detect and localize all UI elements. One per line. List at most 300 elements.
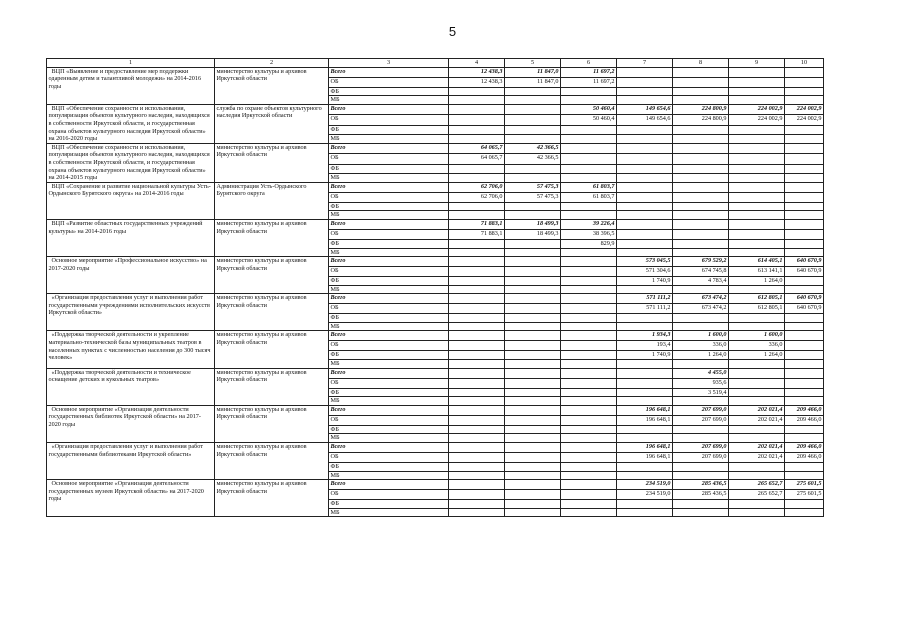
- column-number: 9: [729, 59, 785, 68]
- amount-cell: [785, 87, 824, 96]
- funding-source: ОБ: [329, 229, 449, 239]
- amount-cell: [561, 173, 617, 182]
- amount-cell: 265 652,7: [729, 490, 785, 500]
- amount-cell: 18 499,3: [505, 219, 561, 229]
- amount-cell: [617, 67, 673, 77]
- amount-cell: 571 111,2: [617, 304, 673, 314]
- amount-cell: 12 438,3: [449, 77, 505, 87]
- amount-cell: [505, 508, 561, 517]
- funding-source: ФБ: [329, 388, 449, 397]
- column-number: 7: [617, 59, 673, 68]
- funding-source: ОБ: [329, 192, 449, 202]
- amount-cell: [505, 164, 561, 173]
- amount-cell: [785, 182, 824, 192]
- amount-cell: [729, 508, 785, 517]
- amount-cell: [505, 490, 561, 500]
- funding-source: МБ: [329, 134, 449, 143]
- amount-cell: [673, 77, 729, 87]
- amount-cell: [449, 471, 505, 480]
- funding-source: Всего: [329, 294, 449, 304]
- amount-cell: [673, 229, 729, 239]
- funding-source: ОБ: [329, 341, 449, 351]
- amount-cell: 57 475,3: [505, 182, 561, 192]
- amount-cell: [673, 463, 729, 472]
- amount-cell: [617, 143, 673, 153]
- amount-cell: 11 847,0: [505, 77, 561, 87]
- funding-source: Всего: [329, 67, 449, 77]
- program-name: Основное мероприятие «Профессиональное искусство» на 2017-2020 годы: [47, 257, 215, 294]
- table-row: [47, 443, 824, 453]
- funding-source: ОБ: [329, 115, 449, 125]
- amount-cell: [729, 211, 785, 220]
- amount-cell: 202 021,4: [729, 453, 785, 463]
- amount-cell: 613 141,1: [729, 267, 785, 277]
- amount-cell: [617, 96, 673, 105]
- amount-cell: [561, 341, 617, 351]
- amount-cell: 612 805,1: [729, 294, 785, 304]
- amount-cell: 573 045,5: [617, 257, 673, 267]
- amount-cell: [729, 434, 785, 443]
- amount-cell: [785, 219, 824, 229]
- amount-cell: [449, 360, 505, 369]
- amount-cell: [449, 164, 505, 173]
- amount-cell: [505, 463, 561, 472]
- amount-cell: [505, 294, 561, 304]
- executor: служба по охране объектов культурного наследия Иркутской области: [215, 104, 329, 143]
- amount-cell: [505, 368, 561, 378]
- amount-cell: [729, 314, 785, 323]
- amount-cell: [785, 322, 824, 331]
- funding-source: МБ: [329, 434, 449, 443]
- amount-cell: [505, 96, 561, 105]
- amount-cell: [561, 164, 617, 173]
- table-row: [47, 405, 824, 415]
- amount-cell: [449, 134, 505, 143]
- amount-cell: 336,0: [673, 341, 729, 351]
- amount-cell: 612 805,1: [729, 304, 785, 314]
- amount-cell: 224 002,9: [729, 115, 785, 125]
- amount-cell: [673, 125, 729, 134]
- column-number: 10: [785, 59, 824, 68]
- amount-cell: [617, 471, 673, 480]
- amount-cell: 62 706,0: [449, 192, 505, 202]
- amount-cell: [505, 331, 561, 341]
- amount-cell: [785, 388, 824, 397]
- amount-cell: [785, 331, 824, 341]
- amount-cell: 336,0: [729, 341, 785, 351]
- amount-cell: [617, 219, 673, 229]
- program-name: Основное мероприятие «Организация деятельности государственных библиотек Иркутской области» на 2017-2020 годы: [47, 405, 215, 442]
- amount-cell: [673, 143, 729, 153]
- amount-cell: 42 366,5: [505, 143, 561, 153]
- amount-cell: [617, 425, 673, 434]
- amount-cell: [449, 388, 505, 397]
- page-number: 5: [448, 24, 457, 39]
- amount-cell: 829,9: [561, 239, 617, 248]
- table-row: [47, 219, 824, 229]
- amount-cell: [785, 434, 824, 443]
- amount-cell: [617, 202, 673, 211]
- amount-cell: [785, 277, 824, 286]
- amount-cell: [729, 77, 785, 87]
- program-name: ВЦП «Сохранение и развитие национальной культуры Усть-Ордынского Бурятского округа» на 2014-2016 годы: [47, 182, 215, 219]
- amount-cell: 193,4: [617, 341, 673, 351]
- amount-cell: 1 740,9: [617, 351, 673, 360]
- amount-cell: [617, 368, 673, 378]
- amount-cell: [673, 314, 729, 323]
- amount-cell: [505, 397, 561, 406]
- executor: министерство культуры и архивов Иркутской области: [215, 143, 329, 182]
- amount-cell: 224 800,9: [673, 104, 729, 114]
- amount-cell: [785, 239, 824, 248]
- amount-cell: [673, 285, 729, 294]
- amount-cell: 209 466,0: [785, 443, 824, 453]
- amount-cell: [449, 341, 505, 351]
- amount-cell: [561, 368, 617, 378]
- amount-cell: [561, 202, 617, 211]
- amount-cell: [561, 351, 617, 360]
- amount-cell: [617, 378, 673, 388]
- amount-cell: [449, 405, 505, 415]
- amount-cell: 42 366,5: [505, 154, 561, 164]
- amount-cell: [561, 500, 617, 509]
- funding-source: ФБ: [329, 125, 449, 134]
- funding-source: ОБ: [329, 267, 449, 277]
- funding-source: ФБ: [329, 164, 449, 173]
- amount-cell: [617, 192, 673, 202]
- amount-cell: [673, 173, 729, 182]
- funding-source: Всего: [329, 368, 449, 378]
- column-number: 1: [47, 59, 215, 68]
- amount-cell: 234 519,0: [617, 490, 673, 500]
- amount-cell: [729, 125, 785, 134]
- amount-cell: 61 803,7: [561, 182, 617, 192]
- amount-cell: [561, 134, 617, 143]
- amount-cell: [617, 134, 673, 143]
- amount-cell: [729, 164, 785, 173]
- amount-cell: [729, 202, 785, 211]
- amount-cell: [449, 378, 505, 388]
- amount-cell: [729, 463, 785, 472]
- column-number: 6: [561, 59, 617, 68]
- amount-cell: [729, 239, 785, 248]
- amount-cell: [729, 248, 785, 257]
- amount-cell: [785, 341, 824, 351]
- amount-cell: [673, 360, 729, 369]
- amount-cell: [449, 453, 505, 463]
- amount-cell: [729, 134, 785, 143]
- amount-cell: [673, 164, 729, 173]
- funding-source: ФБ: [329, 314, 449, 323]
- amount-cell: [785, 134, 824, 143]
- amount-cell: [561, 453, 617, 463]
- amount-cell: [673, 248, 729, 257]
- funding-source: МБ: [329, 322, 449, 331]
- amount-cell: [729, 87, 785, 96]
- amount-cell: 149 654,6: [617, 115, 673, 125]
- amount-cell: [449, 267, 505, 277]
- amount-cell: 4 455,0: [673, 368, 729, 378]
- amount-cell: [673, 154, 729, 164]
- amount-cell: [785, 425, 824, 434]
- executor: министерство культуры и архивов Иркутской области: [215, 257, 329, 294]
- amount-cell: 207 699,0: [673, 443, 729, 453]
- funding-source: Всего: [329, 480, 449, 490]
- amount-cell: 224 800,9: [673, 115, 729, 125]
- amount-cell: [617, 508, 673, 517]
- amount-cell: [505, 248, 561, 257]
- amount-cell: [561, 257, 617, 267]
- funding-source: МБ: [329, 96, 449, 105]
- amount-cell: [505, 480, 561, 490]
- amount-cell: [729, 388, 785, 397]
- amount-cell: [673, 508, 729, 517]
- amount-cell: [729, 182, 785, 192]
- funding-source: ФБ: [329, 500, 449, 509]
- amount-cell: [785, 360, 824, 369]
- amount-cell: 640 670,9: [785, 294, 824, 304]
- amount-cell: 1 600,0: [729, 331, 785, 341]
- amount-cell: [449, 397, 505, 406]
- funding-source: МБ: [329, 248, 449, 257]
- amount-cell: [729, 173, 785, 182]
- amount-cell: [785, 314, 824, 323]
- amount-cell: [617, 182, 673, 192]
- amount-cell: [561, 360, 617, 369]
- funding-source: Всего: [329, 331, 449, 341]
- funding-source: ОБ: [329, 415, 449, 425]
- amount-cell: [617, 173, 673, 182]
- amount-cell: [785, 463, 824, 472]
- amount-cell: 207 699,0: [673, 453, 729, 463]
- funding-source: ОБ: [329, 453, 449, 463]
- amount-cell: [617, 314, 673, 323]
- amount-cell: 202 021,4: [729, 415, 785, 425]
- amount-cell: [729, 229, 785, 239]
- amount-cell: 673 474,2: [673, 294, 729, 304]
- amount-cell: [449, 239, 505, 248]
- funding-source: ФБ: [329, 463, 449, 472]
- amount-cell: 209 466,0: [785, 405, 824, 415]
- amount-cell: [561, 490, 617, 500]
- funding-source: Всего: [329, 405, 449, 415]
- amount-cell: [617, 285, 673, 294]
- amount-cell: 1 600,0: [673, 331, 729, 341]
- amount-cell: [449, 173, 505, 182]
- amount-cell: [785, 351, 824, 360]
- amount-cell: 224 002,9: [785, 115, 824, 125]
- amount-cell: 571 304,6: [617, 267, 673, 277]
- amount-cell: [561, 277, 617, 286]
- amount-cell: [785, 378, 824, 388]
- funding-source: МБ: [329, 471, 449, 480]
- amount-cell: [673, 239, 729, 248]
- funding-source: Всего: [329, 443, 449, 453]
- amount-cell: [449, 314, 505, 323]
- funding-source: Всего: [329, 143, 449, 153]
- funding-source: ОБ: [329, 490, 449, 500]
- amount-cell: [561, 331, 617, 341]
- amount-cell: [449, 443, 505, 453]
- amount-cell: [617, 77, 673, 87]
- amount-cell: [785, 173, 824, 182]
- amount-cell: [561, 397, 617, 406]
- amount-cell: [561, 415, 617, 425]
- program-name: «Поддержка творческой деятельности и укрепление материально-технической базы муниципальных театров в населенных пунктах с численностью населения до 300 тысяч человек»: [47, 331, 215, 368]
- amount-cell: 3 519,4: [673, 388, 729, 397]
- amount-cell: [561, 154, 617, 164]
- funding-source: Всего: [329, 257, 449, 267]
- amount-cell: [449, 304, 505, 314]
- funding-source: МБ: [329, 285, 449, 294]
- amount-cell: [561, 322, 617, 331]
- amount-cell: [617, 248, 673, 257]
- amount-cell: 196 648,1: [617, 443, 673, 453]
- amount-cell: [505, 405, 561, 415]
- amount-cell: 275 601,5: [785, 480, 824, 490]
- amount-cell: [617, 397, 673, 406]
- amount-cell: 196 648,1: [617, 415, 673, 425]
- executor: министерство культуры и архивов Иркутской области: [215, 294, 329, 331]
- amount-cell: [561, 143, 617, 153]
- table-row: [47, 143, 824, 153]
- amount-cell: 935,6: [673, 378, 729, 388]
- amount-cell: [785, 96, 824, 105]
- amount-cell: [449, 285, 505, 294]
- amount-cell: [449, 508, 505, 517]
- amount-cell: [505, 277, 561, 286]
- amount-cell: 207 699,0: [673, 415, 729, 425]
- table-row: [47, 67, 824, 77]
- amount-cell: 265 652,7: [729, 480, 785, 490]
- amount-cell: [617, 360, 673, 369]
- amount-cell: [505, 314, 561, 323]
- amount-cell: [617, 434, 673, 443]
- amount-cell: [505, 388, 561, 397]
- amount-cell: [729, 471, 785, 480]
- amount-cell: [561, 405, 617, 415]
- amount-cell: [449, 202, 505, 211]
- amount-cell: [617, 164, 673, 173]
- column-number: 2: [215, 59, 329, 68]
- executor: министерство культуры и архивов Иркутской области: [215, 480, 329, 517]
- amount-cell: [505, 257, 561, 267]
- funding-source: ФБ: [329, 202, 449, 211]
- amount-cell: 1 740,9: [617, 277, 673, 286]
- amount-cell: [505, 341, 561, 351]
- amount-cell: [729, 143, 785, 153]
- amount-cell: [729, 67, 785, 77]
- amount-cell: [505, 378, 561, 388]
- amount-cell: [449, 257, 505, 267]
- amount-cell: [673, 425, 729, 434]
- amount-cell: [785, 154, 824, 164]
- program-name: «Организация предоставления услуг и выполнения работ государственными учреждениями исполнительских искусств Иркутской области»: [47, 294, 215, 331]
- amount-cell: [561, 87, 617, 96]
- funding-source: ФБ: [329, 87, 449, 96]
- amount-cell: 640 670,9: [785, 304, 824, 314]
- program-name: ВЦП «Обеспечение сохранности и использования, популяризация объектов культурного наследия, находящихся в собственности Иркутской области, и государственная охрана объектов культурного наследия Иркутской области» на 2014-2015 годы: [47, 143, 215, 182]
- amount-cell: [561, 434, 617, 443]
- amount-cell: 207 699,0: [673, 405, 729, 415]
- program-name: ВЦП «Обеспечение сохранности и использования, популяризация объектов культурного наследия, находящихся в собственности Иркутской области, и государственная охрана объектов культурного наследия Иркутской области» на 2016-2020 годы: [47, 104, 215, 143]
- amount-cell: 640 670,9: [785, 257, 824, 267]
- amount-cell: [561, 267, 617, 277]
- amount-cell: [729, 360, 785, 369]
- amount-cell: [561, 480, 617, 490]
- amount-cell: [673, 397, 729, 406]
- amount-cell: [785, 229, 824, 239]
- amount-cell: [561, 378, 617, 388]
- amount-cell: [449, 294, 505, 304]
- amount-cell: [785, 77, 824, 87]
- amount-cell: [561, 443, 617, 453]
- amount-cell: [617, 87, 673, 96]
- amount-cell: [449, 87, 505, 96]
- amount-cell: [505, 87, 561, 96]
- amount-cell: [505, 415, 561, 425]
- amount-cell: [449, 104, 505, 114]
- amount-cell: [785, 471, 824, 480]
- amount-cell: [449, 425, 505, 434]
- funding-source: ФБ: [329, 239, 449, 248]
- amount-cell: 209 466,0: [785, 453, 824, 463]
- funding-source: Всего: [329, 219, 449, 229]
- amount-cell: 61 803,7: [561, 192, 617, 202]
- executor: министерство культуры и архивов Иркутской области: [215, 368, 329, 405]
- amount-cell: [505, 434, 561, 443]
- amount-cell: [673, 134, 729, 143]
- amount-cell: [673, 500, 729, 509]
- amount-cell: 1 264,0: [729, 277, 785, 286]
- program-name: «Организация предоставления услуг и выполнения работ государственными библиотеками Иркутской области»: [47, 443, 215, 480]
- amount-cell: 50 460,4: [561, 115, 617, 125]
- amount-cell: [561, 285, 617, 294]
- amount-cell: 64 065,7: [449, 143, 505, 153]
- amount-cell: 12 438,3: [449, 67, 505, 77]
- amount-cell: [617, 229, 673, 239]
- amount-cell: [785, 368, 824, 378]
- amount-cell: 640 670,9: [785, 267, 824, 277]
- amount-cell: [785, 211, 824, 220]
- funding-source: МБ: [329, 211, 449, 220]
- program-name: «Поддержка творческой деятельности и техническое оснащение детских и кукольных театров»: [47, 368, 215, 405]
- amount-cell: [561, 211, 617, 220]
- amount-cell: [617, 154, 673, 164]
- amount-cell: [673, 322, 729, 331]
- amount-cell: [449, 115, 505, 125]
- amount-cell: [673, 219, 729, 229]
- table-row: [47, 294, 824, 304]
- amount-cell: 196 648,1: [617, 453, 673, 463]
- table-row: [47, 368, 824, 378]
- amount-cell: 571 111,2: [617, 294, 673, 304]
- amount-cell: 674 745,8: [673, 267, 729, 277]
- amount-cell: [449, 211, 505, 220]
- amount-cell: [449, 322, 505, 331]
- amount-cell: [505, 125, 561, 134]
- amount-cell: [561, 96, 617, 105]
- amount-cell: [561, 314, 617, 323]
- amount-cell: [505, 202, 561, 211]
- amount-cell: [729, 219, 785, 229]
- amount-cell: [561, 294, 617, 304]
- amount-cell: [505, 173, 561, 182]
- amount-cell: [729, 500, 785, 509]
- amount-cell: [785, 248, 824, 257]
- amount-cell: [673, 211, 729, 220]
- amount-cell: [617, 239, 673, 248]
